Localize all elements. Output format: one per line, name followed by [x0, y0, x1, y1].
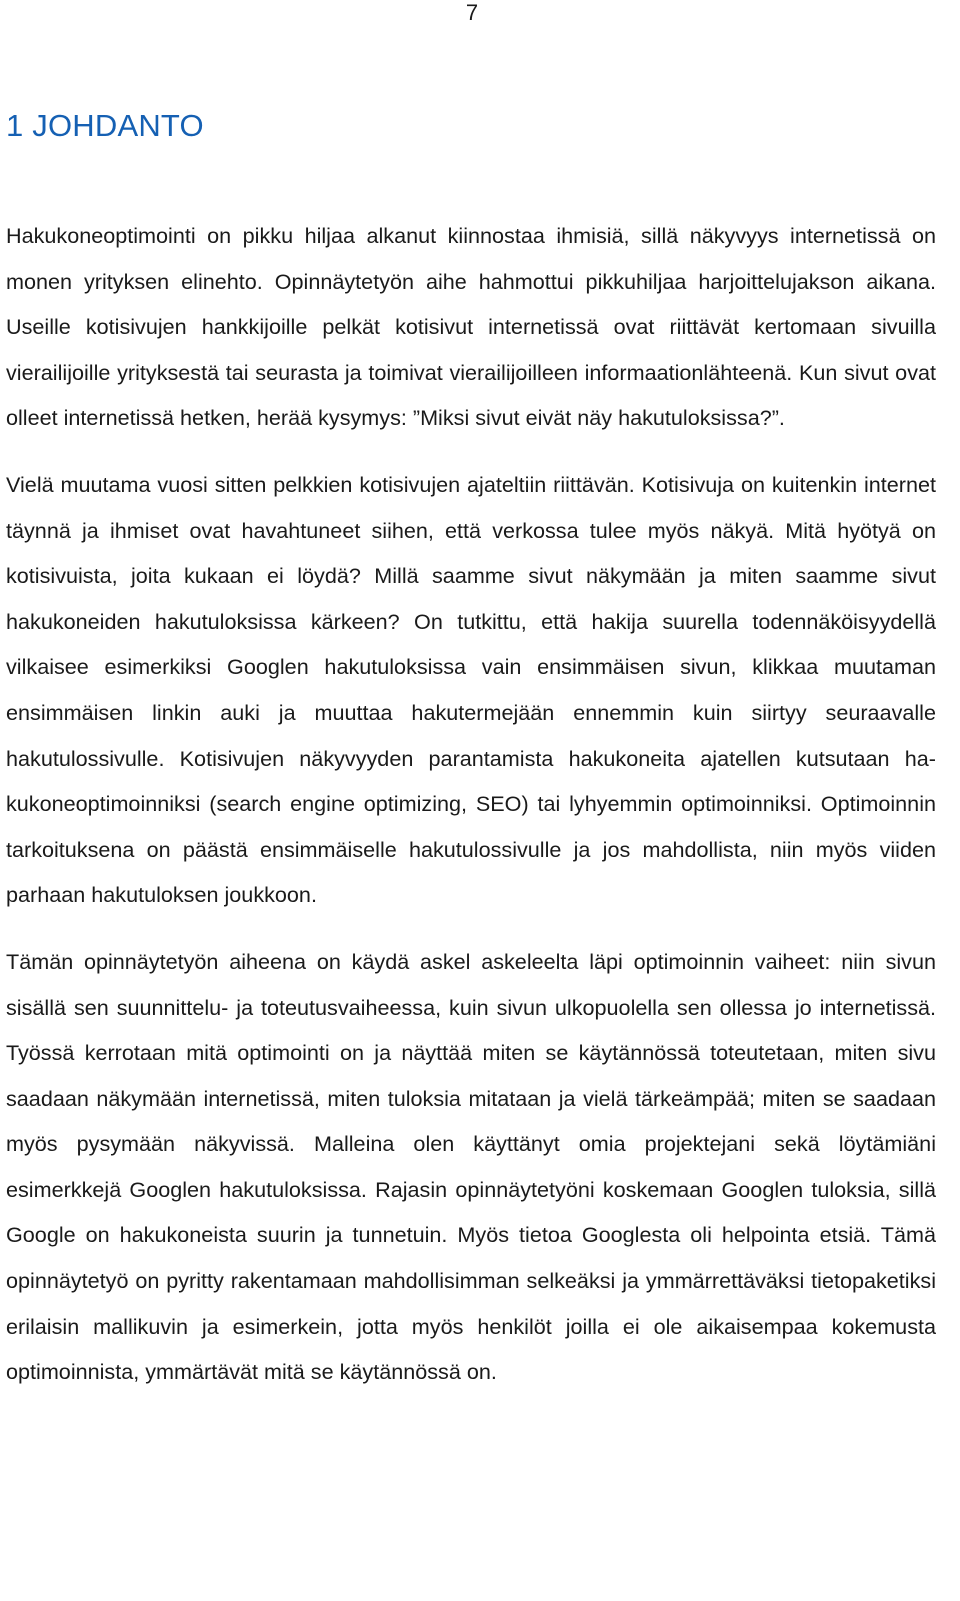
- paragraph-intro: Hakukoneoptimointi on pikku hiljaa alkanut kiinnostaa ihmisiä, sillä näkyvyys internetissä on monen yrityksen elinehto. Opinnäytetyön aihe hahmottui pikkuhiljaa harjoittelujakson aikana. Useille kotisivujen hankkijoille pelkät kotisivut internetissä ovat riittävät kertomaan sivuilla vierailijoille yrityksestä tai seurasta ja toimivat vierailijoilleen informaationlähteenä. Kun sivut ovat olleet internetissä hetken, herää kysymys: ”Miksi sivut eivät näy hakutuloksissa?”.: [6, 223, 936, 431]
- paragraph-scope: Tämän opinnäytetyön aiheena on käydä askel askeleelta läpi optimoinnin vaiheet: niin sivun sisällä sen suunnittelu- ja toteutusvaiheessa, kuin sivun ulkopuolella sen ollessa jo internetissä. Työssä kerrotaan mitä optimointi on ja näyttää miten se käytännössä toteutetaan, miten sivu saadaan näkymään internetissä, miten tuloksia mitataan ja vielä tärkeämpää; miten se saadaan myös pysymään näkyvissä. Malleina olen käyttänyt omia projektejani sekä löytämiäni esimerkkejä Googlen hakutuloksissa. Rajasin opinnäytetyöni koskemaan Googlen tuloksia, sillä Google on hakukoneista suurin ja tunnetuin. Myös tietoa Googlesta oli helpointa etsiä. Tämä opinnäytetyö on pyritty rakentamaan mahdollisimman selkeäksi ja ymmärrettäväksi tietopaketiksi erilaisin mallikuvin ja esimerkein, jotta myös henkilöt joilla ei ole aikaisempaa kokemusta optimoinnista, ymmärtävät mitä se käytännössä on.: [6, 948, 936, 1385]
- chapter-heading: 1 JOHDANTO: [6, 108, 204, 143]
- paragraph-background: Vielä muutama vuosi sitten pelkkien kotisivujen ajateltiin riittävän. Kotisivuja on kuitenkin internet täynnä ja ihmiset ovat havahtuneet siihen, että verkossa tulee myös näkyä. Mitä hyötyä on kotisivuista, joita kukaan ei löydä? Millä saamme sivut näkymään ja miten saamme sivut hakukoneiden hakutuloksissa kärkeen? On tutkittu, että hakija suurella todennäköisyydellä vilkaisee esimerkiksi Googlen hakutuloksissa vain ensimmäisen sivun, klikkaa muutaman ensimmäisen linkin auki ja muuttaa hakutermejään ennemmin kuin siirtyy seuraavalle hakutulossivulle. Kotisivujen näkyvyyden parantamista hakukoneita ajatellen kutsutaan hakukoneoptimoinniksi (search engine optimizing, SEO) tai lyhyemmin optimoinniksi. Optimoinnin tarkoituksena on päästä ensimmäiselle hakutulossivulle ja jos mahdollista, niin myös viiden parhaan hakutuloksen joukkoon.: [6, 471, 936, 908]
- page-number: 7: [465, 0, 479, 25]
- body-text: [6, 213, 936, 1395]
